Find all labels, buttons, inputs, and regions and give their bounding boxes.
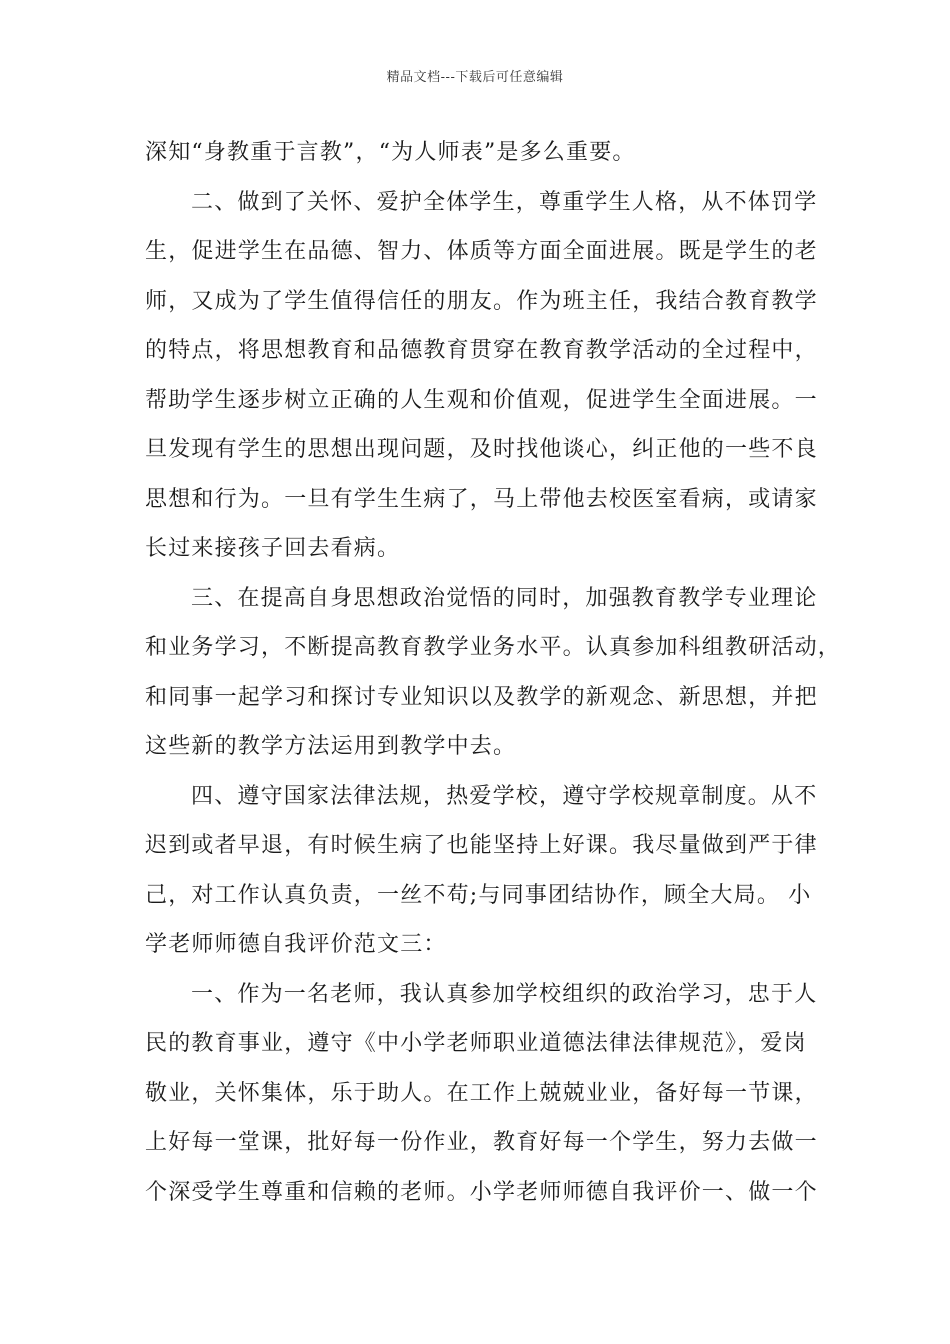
body-line: 旦发现有学生的思想出现问题，及时找他谈心，纠正他的一些不良	[145, 437, 818, 462]
body-line: 深知“身教重于言教”，“为人师表”是多么重要。	[145, 140, 636, 165]
body-line: 二、做到了关怀、爱护全体学生，尊重学生人格，从不体罚学	[191, 189, 818, 215]
body-line: 的特点，将思想教育和品德教育贯穿在教育教学活动的全过程中，	[145, 338, 818, 363]
body-line: 上好每一堂课，批好每一份作业，教育好每一个学生，努力去做一	[145, 1130, 818, 1155]
body-line: 生，促进学生在品德、智力、体质等方面全面进展。既是学生的老	[145, 239, 818, 264]
body-line: 三、在提高自身思想政治觉悟的同时，加强教育教学专业理论	[191, 585, 818, 611]
body-line: 迟到或者早退，有时候生病了也能坚持上好课。我尽量做到严于律	[145, 833, 818, 858]
body-line: 学老师师德自我评价范文三：	[145, 932, 447, 957]
body-line: 和业务学习，不断提高教育教学业务水平。认真参加科组教研活动，	[145, 635, 842, 660]
body-line: 师，又成为了学生值得信任的朋友。作为班主任，我结合教育教学	[145, 288, 818, 314]
body-line: 帮助学生逐步树立正确的人生观和价值观，促进学生全面进展。一	[145, 387, 818, 413]
page-header: 精品文档---下载后可任意编辑	[386, 70, 564, 85]
body-line: 己，对工作认真负责，一丝不苟;与同事团结协作，顾全大局。 小	[145, 882, 812, 908]
body-line: 思想和行为。一旦有学生生病了，马上带他去校医室看病，或请家	[145, 486, 818, 512]
body-line: 和同事一起学习和探讨专业知识以及教学的新观念、新思想，并把	[145, 684, 818, 710]
body-line: 个深受学生尊重和信赖的老师。小学老师师德自我评价一、做一个	[145, 1179, 818, 1205]
body-line: 一、作为一名老师，我认真参加学校组织的政治学习，忠于人	[191, 981, 818, 1007]
body-line: 这些新的教学方法运用到教学中去。	[145, 734, 517, 759]
body-line: 敬业，关怀集体，乐于助人。在工作上兢兢业业，备好每一节课，	[145, 1080, 818, 1106]
document-body	[145, 128, 842, 1217]
body-line: 民的教育事业，遵守《中小学老师职业道德法律法律规范》，爱岗	[145, 1031, 807, 1056]
body-line: 四、遵守国家法律法规，热爱学校，遵守学校规章制度。从不	[191, 783, 818, 809]
body-line: 长过来接孩子回去看病。	[145, 536, 401, 561]
